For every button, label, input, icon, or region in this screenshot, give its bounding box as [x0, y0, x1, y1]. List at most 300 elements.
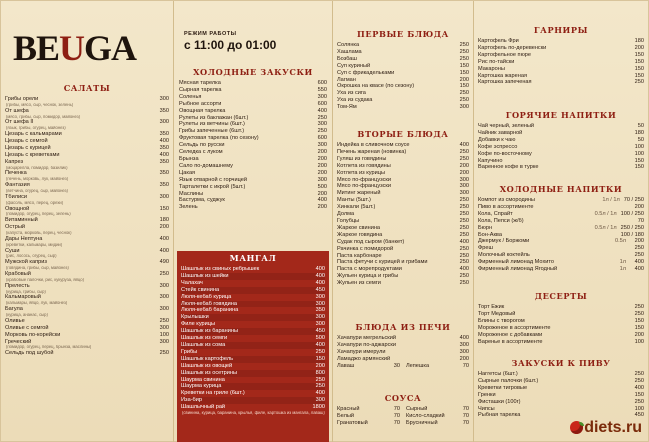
- item-name: Грибы: [181, 348, 198, 355]
- item-price: 180: [634, 38, 644, 44]
- menu-item: [478, 204, 644, 211]
- item-name: Молочный коктейль: [478, 252, 530, 259]
- item-volume: 1л: [619, 259, 626, 266]
- sauce-row: [337, 406, 469, 413]
- item-name: Фисташки (100г): [478, 398, 521, 405]
- item-price: 200: [159, 224, 169, 231]
- menu-item: [5, 306, 169, 313]
- menu-item: [478, 238, 644, 245]
- menu-item: [337, 90, 469, 97]
- menu-item: [478, 266, 644, 273]
- item-name: Чипсы: [478, 405, 495, 412]
- item-name: Цезарь с креветками: [5, 151, 60, 158]
- item-price: 70: [462, 419, 469, 426]
- item-name: Печень жареная (новинка): [337, 148, 407, 155]
- item-name: Люля-кебаб говядина: [181, 300, 237, 307]
- item-price: 150: [634, 51, 644, 58]
- menu-item: [337, 77, 469, 84]
- item-volume: 1л: [619, 266, 626, 273]
- item-price: 250: [459, 55, 469, 62]
- menu-item: [337, 170, 469, 177]
- item-name: Цезарь с кальмарами: [5, 131, 62, 138]
- item-price: 400: [159, 151, 169, 158]
- item-name: Шашлык из шейки: [181, 272, 229, 279]
- menu-item: [478, 73, 644, 80]
- menu-item: [181, 370, 325, 377]
- item-name: Судак под сыром (банкет): [337, 238, 405, 245]
- item-name: Капучино: [478, 157, 503, 164]
- item-name: Жульен из семги: [337, 280, 381, 287]
- item-name: Соленья: [179, 93, 202, 100]
- menu-item: [5, 248, 169, 255]
- menu-item: [179, 87, 327, 94]
- item-name: Чалахач: [181, 279, 203, 286]
- menu-item: [5, 224, 169, 231]
- menu-item: [179, 135, 327, 142]
- menu-item: [478, 211, 644, 218]
- menu-item: [478, 151, 644, 158]
- section-title: ПЕРВЫЕ БЛЮДА: [357, 29, 449, 39]
- item-description: (крабовые палочки, рис, кукуруза, яйцо): [6, 277, 84, 282]
- item-name: Паста с морепродуктами: [337, 266, 402, 273]
- item-name: Хачапури мегрельский: [337, 335, 397, 341]
- item-price: 150: [459, 83, 469, 90]
- section-title: БЛЮДА ИЗ ПЕЧИ: [355, 322, 451, 332]
- item-name: Паста карбонаре: [337, 252, 382, 259]
- menu-item: [5, 206, 169, 213]
- menu-item: [5, 294, 169, 301]
- item-name: Кофе эспрессо: [478, 143, 518, 150]
- item-name: Бюрн: [478, 224, 493, 231]
- item-price: 300: [459, 190, 469, 197]
- item-price: 500: [317, 183, 327, 190]
- item-price: 250: [459, 42, 469, 48]
- item-price: 200: [317, 155, 327, 162]
- item-price: 70: [462, 362, 469, 369]
- menu-item: [406, 420, 469, 427]
- item-price: 400: [459, 335, 469, 341]
- item-price: 250: [634, 310, 644, 317]
- item-name: Кофе по-восточному: [478, 150, 532, 157]
- item-price: 300: [315, 300, 325, 307]
- menu-item: [337, 232, 469, 239]
- item-price: 250: [159, 270, 169, 277]
- menu-item: [478, 218, 644, 225]
- item-name: Крылышки: [181, 314, 209, 321]
- menu-item: [478, 137, 644, 144]
- item-price: 200: [317, 162, 327, 169]
- menu-item: [337, 225, 469, 232]
- menu-item: [478, 399, 644, 406]
- menu-item: [478, 232, 644, 239]
- menu-item: [5, 159, 169, 166]
- item-description: (помидор, огурец, перец, брынза, маслины): [6, 345, 92, 350]
- item-name: Багула: [5, 306, 23, 313]
- item-name: Шаурма свинина: [181, 376, 225, 383]
- item-price: 250: [459, 245, 469, 252]
- item-price: 200: [634, 203, 644, 210]
- item-price: 250: [634, 79, 644, 86]
- item-price: 250: [159, 350, 169, 357]
- menu-item: [478, 406, 644, 413]
- item-price: 300: [317, 93, 327, 100]
- item-price: 300: [315, 397, 325, 404]
- item-price: 800: [315, 369, 325, 376]
- menu-item: [179, 197, 327, 204]
- item-name: Суши: [5, 247, 20, 254]
- menu-item: [181, 349, 325, 356]
- item-name: Окрошка на квасе (по сезону): [337, 83, 415, 90]
- item-price: 300: [159, 282, 169, 289]
- item-price: 100 / 180: [620, 231, 644, 238]
- section-beer-snacks: [478, 356, 644, 419]
- item-name: Том-Ям: [337, 104, 357, 111]
- menu-item: [406, 406, 469, 413]
- item-price: 400: [459, 266, 469, 273]
- item-name: Манты (5шт.): [337, 197, 371, 204]
- item-price: 400: [317, 197, 327, 204]
- menu-item: [179, 156, 327, 163]
- item-price: 250: [459, 148, 469, 155]
- item-name: Сельдь по русски: [179, 142, 225, 149]
- section-sauces: [337, 391, 469, 427]
- menu-item: [478, 197, 644, 204]
- item-price: 200: [317, 169, 327, 176]
- item-name: Фруктовая тарелка (по сезону): [179, 135, 259, 142]
- item-price: 150: [634, 317, 644, 324]
- menu-item: [406, 413, 469, 420]
- item-price: 300: [317, 176, 327, 183]
- item-name: Шаурма курица: [181, 383, 222, 390]
- item-price: 300: [159, 96, 169, 102]
- menu-item: [337, 104, 469, 111]
- item-name: Бастурма, суджук: [179, 197, 225, 204]
- item-name: Рулеты из ветчины (6шт.): [179, 121, 245, 128]
- menu-item: [5, 182, 169, 189]
- menu-item: [181, 301, 325, 308]
- section-soups: [337, 27, 469, 111]
- item-price: 250: [459, 197, 469, 204]
- item-name: Шашлык из овощей: [181, 362, 233, 369]
- item-name: Хачапури имерули: [337, 348, 386, 355]
- working-hours: [184, 31, 314, 52]
- menu-item: [337, 413, 400, 420]
- item-name: Греческий: [5, 338, 32, 345]
- item-name: Мороженое с добавками: [478, 331, 543, 338]
- item-price: 600: [317, 135, 327, 142]
- menu-item: [181, 390, 325, 397]
- menu-item: [478, 378, 644, 385]
- menu-item: [337, 42, 469, 49]
- item-price: 180: [159, 217, 169, 224]
- item-description: (креветки, кальмары, мидии): [6, 242, 63, 247]
- menu-item: [5, 271, 169, 278]
- menu-item: [5, 283, 169, 290]
- item-description: (кальмары, яйцо, лук, майонез): [6, 301, 68, 306]
- menu-item: [337, 63, 469, 70]
- item-name: Крабовый: [5, 270, 31, 277]
- item-name: Овощная тарелка: [179, 107, 226, 114]
- item-price: 200: [634, 44, 644, 51]
- item-price: 70: [637, 217, 644, 224]
- item-price: 300: [459, 183, 469, 190]
- item-name: Добавки к чаю: [478, 136, 516, 143]
- menu-item: [337, 49, 469, 56]
- item-price: 300: [459, 176, 469, 183]
- item-name: Селедка с луком: [179, 149, 223, 156]
- menu-item: [181, 294, 325, 301]
- item-price: 350: [159, 144, 169, 151]
- menu-item: [179, 170, 327, 177]
- item-name: Торт Ежик: [478, 304, 505, 310]
- menu-item: [179, 177, 327, 184]
- item-name: Язык отварной с горчицей: [179, 176, 247, 183]
- item-name: Шашлычный рай: [181, 404, 226, 411]
- item-price: 250: [317, 128, 327, 135]
- menu-item: [406, 363, 469, 370]
- item-name: Люля-кебаб курица: [181, 293, 232, 300]
- item-name: Лагман: [337, 76, 356, 83]
- item-name: Уха из судака: [337, 97, 373, 104]
- item-price: 400: [159, 138, 169, 145]
- menu-item: [181, 280, 325, 287]
- item-price: 250: [634, 398, 644, 405]
- brand-logo: BEUGA: [13, 28, 137, 68]
- menu-item: [337, 363, 400, 370]
- menu-item: [478, 371, 644, 378]
- item-price: 100 / 250: [620, 210, 644, 217]
- menu-item: [337, 183, 469, 190]
- item-name: Картофель Фри: [478, 38, 519, 44]
- item-price: 70 / 250: [623, 197, 644, 203]
- item-name: Морковь по-корейски: [5, 331, 61, 338]
- item-name: Печенка: [5, 170, 27, 177]
- section-title: МАНГАЛ: [229, 253, 277, 263]
- item-price: 100: [634, 150, 644, 157]
- item-name: Индейка в сливочном соусе: [337, 142, 410, 148]
- item-name: Рулеты из баклажан (6шт.): [179, 114, 249, 121]
- menu-item: [181, 363, 325, 370]
- item-name: Кисло-сладкий: [406, 412, 445, 419]
- menu-item: [337, 56, 469, 63]
- menu-item: [478, 325, 644, 332]
- item-name: Витаминный: [5, 217, 38, 224]
- item-name: Гранатовый: [337, 419, 368, 426]
- menu-item: [337, 273, 469, 280]
- menu-item: [478, 225, 644, 232]
- item-price: 350: [159, 158, 169, 165]
- menu-item: [179, 94, 327, 101]
- menu-item: [5, 145, 169, 152]
- menu-item: [337, 149, 469, 156]
- menu-item: [478, 45, 644, 52]
- menu-item: [181, 356, 325, 363]
- section-title: САЛАТЫ: [63, 83, 111, 93]
- item-price: 200: [317, 149, 327, 156]
- item-description: (рис, лосось, огурец, сыр): [6, 254, 57, 259]
- menu-item: [337, 335, 469, 342]
- menu-item: [181, 307, 325, 314]
- item-price: 100: [634, 338, 644, 345]
- item-name: Картофель по-деревенски: [478, 44, 547, 51]
- menu-item: [179, 142, 327, 149]
- item-price: 300: [159, 294, 169, 301]
- column-divider: [473, 1, 474, 442]
- item-name: Тбилиси: [5, 193, 28, 200]
- menu-item: [337, 246, 469, 253]
- item-name: Креветки тигровые: [478, 384, 528, 391]
- menu-item: [5, 217, 169, 224]
- menu-item: [337, 197, 469, 204]
- item-price: 350: [315, 307, 325, 314]
- item-price: 70: [462, 412, 469, 419]
- item-price: 600: [317, 80, 327, 86]
- item-name: Капрез: [5, 158, 24, 165]
- menu-item: [478, 245, 644, 252]
- item-price: 300: [459, 104, 469, 111]
- item-name: Чай черный, зеленый: [478, 123, 535, 129]
- menu-item: [337, 70, 469, 77]
- menu-item: [179, 121, 327, 128]
- item-name: Белый: [337, 412, 355, 419]
- item-name: От шефа: [5, 107, 29, 114]
- hours-label: РЕЖИМ РАБОТЫ: [184, 31, 237, 37]
- item-name: Маслины: [179, 190, 204, 197]
- menu-item: [337, 177, 469, 184]
- item-price: 250: [459, 252, 469, 259]
- item-price: 200: [459, 169, 469, 176]
- item-price: 400: [317, 107, 327, 114]
- item-price: 500: [315, 335, 325, 342]
- item-price: 250: [315, 348, 325, 355]
- item-description: (помидор, огурец, перец, зелень): [6, 212, 71, 217]
- item-name: Стейк свинина: [181, 286, 220, 293]
- item-price: 100: [634, 405, 644, 412]
- menu-item: [5, 119, 169, 126]
- item-name: Иза-бир: [181, 397, 202, 404]
- item-price: 600: [317, 100, 327, 107]
- item-price: 400: [315, 272, 325, 279]
- menu-item: [478, 385, 644, 392]
- item-price: 200: [459, 162, 469, 169]
- item-price: 250: [459, 259, 469, 266]
- item-price: 200: [317, 204, 327, 211]
- item-name: Люля-кебаб баранина: [181, 307, 239, 314]
- item-description: (печень, морковь, лук, майонез): [6, 177, 69, 182]
- item-price: 200: [634, 331, 644, 338]
- item-name: Ламаджо армянский: [337, 355, 391, 362]
- item-description: (курица, ананас, сыр): [6, 312, 48, 317]
- item-name: Шашлык из баранины: [181, 328, 238, 335]
- item-name: Пиво в ассортименте: [478, 203, 534, 210]
- section-salads: [5, 81, 169, 357]
- item-price: 250: [315, 376, 325, 383]
- menu-item: [478, 392, 644, 399]
- menu-item: [478, 311, 644, 318]
- item-name: Рыбное ассорти: [179, 100, 222, 107]
- item-price: 400: [315, 390, 325, 397]
- item-name: Суп куриный: [337, 62, 371, 69]
- menu-item: [337, 218, 469, 225]
- item-name: Рачинка с помидорой: [337, 245, 394, 252]
- item-name: Макароны: [478, 65, 505, 72]
- item-price: 250: [634, 245, 644, 252]
- section-title: ВТОРЫЕ БЛЮДА: [357, 129, 449, 139]
- section-cold-starters: [179, 65, 327, 211]
- hours-time: с 11:00 до 01:00: [184, 38, 277, 52]
- item-price: 250 / 250: [620, 224, 644, 231]
- section-title: ЗАКУСКИ К ПИВУ: [511, 358, 611, 368]
- menu-item: [181, 404, 325, 411]
- menu-item: [337, 156, 469, 163]
- item-name: Гуляш из говядины: [337, 155, 387, 162]
- menu-item: [478, 158, 644, 165]
- item-name: Мясная тарелка: [179, 80, 221, 86]
- item-name: Грибы запеченные (6шт.): [179, 128, 245, 135]
- item-name: Креветки на гриле (6шт.): [181, 390, 245, 397]
- item-description: (язык, грибы, огурец, майонез): [6, 126, 66, 131]
- menu-item: [181, 335, 325, 342]
- item-name: Цакая: [179, 169, 196, 176]
- menu-item: [478, 79, 644, 86]
- item-name: Блины с творогом: [478, 317, 525, 324]
- item-price: 70: [462, 406, 469, 412]
- item-name: Картофельное пюре: [478, 51, 531, 58]
- item-name: Шашлык из сома: [181, 341, 226, 348]
- item-name: Митинг жареный: [337, 190, 381, 197]
- item-price: 200: [459, 76, 469, 83]
- item-name: Брынза: [179, 155, 199, 162]
- menu-item: [337, 239, 469, 246]
- item-name: Котлета из курицы: [337, 169, 385, 176]
- item-name: Кола, Спрайт: [478, 210, 513, 217]
- item-volume: 0.5л: [614, 238, 626, 245]
- item-description: (курица, грибы, сыр): [6, 289, 46, 294]
- item-name: Шашлык из семги: [181, 335, 228, 342]
- item-name: Мороженое в ассортименте: [478, 324, 551, 331]
- menu-item: [5, 131, 169, 138]
- item-description: (ветчина, огурец, сыр, майонез): [6, 189, 68, 194]
- bread-row: [337, 363, 469, 370]
- item-name: Острый: [5, 224, 25, 231]
- menu-item: [5, 96, 169, 103]
- item-name: Оливье: [5, 317, 25, 324]
- item-price: 300: [159, 338, 169, 345]
- item-price: 70: [393, 412, 400, 419]
- menu-item: [478, 259, 644, 266]
- menu-item: [5, 170, 169, 177]
- item-price: 300: [317, 121, 327, 128]
- item-price: 250: [459, 224, 469, 231]
- item-volume: 1л / 1л: [602, 197, 620, 203]
- watermark: diets.ru: [570, 419, 642, 437]
- menu-item: [179, 80, 327, 87]
- item-name: Грибы орели: [5, 96, 39, 102]
- item-name: Шашлык из осетрины: [181, 369, 237, 376]
- item-price: 250: [634, 304, 644, 310]
- item-price: 400: [315, 279, 325, 286]
- item-price: 200: [634, 238, 644, 245]
- item-name: Гренки: [478, 391, 496, 398]
- item-name: Фантазия: [5, 182, 30, 189]
- item-price: 400: [459, 142, 469, 148]
- item-price: 300: [159, 193, 169, 200]
- item-price: 250: [459, 155, 469, 162]
- item-price: 350: [159, 182, 169, 189]
- menu-item: [478, 332, 644, 339]
- item-name: Хашлама: [337, 48, 362, 55]
- item-price: 70: [393, 406, 400, 412]
